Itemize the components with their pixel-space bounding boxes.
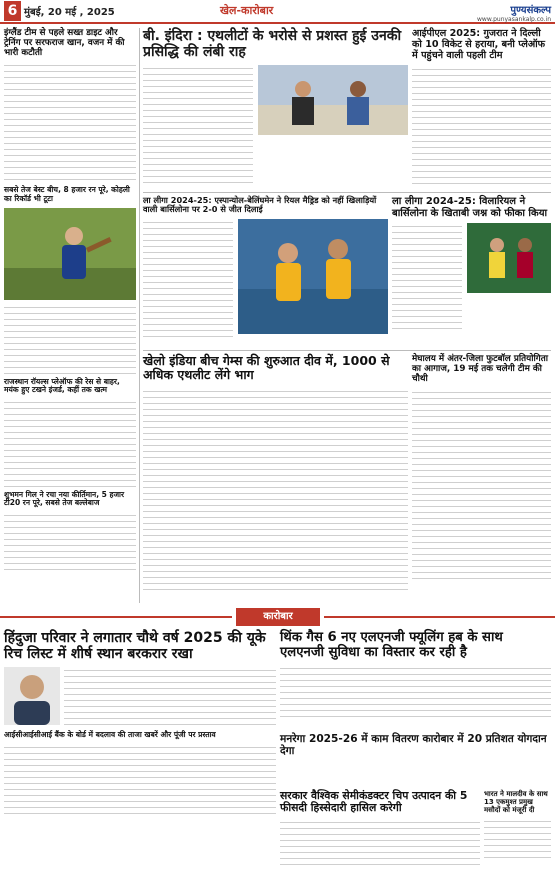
article-body bbox=[392, 223, 462, 329]
hockey-photo bbox=[238, 219, 388, 334]
barcelona-photo bbox=[467, 223, 551, 293]
article-mgnrega bbox=[280, 733, 551, 788]
article-body bbox=[4, 304, 136, 374]
article-headline: बी. इंदिरा : एथलीटों के भरोसे से प्रशस्त हुई उनकी प्रसिद्धि की लंबी राह bbox=[143, 28, 402, 61]
article-body bbox=[4, 62, 136, 182]
article-subhead: शुभमन गिल ने रचा नया कीर्तिमान, 5 हजार टी20 रन पूरे, सबसे तेज बल्लेबाज bbox=[4, 489, 125, 508]
article-headline: सरकार वैश्विक सेमीकंडक्टर चिप उत्पादन की 5 फीसदी हिस्सेदारी हासिल करेगी bbox=[280, 789, 468, 815]
band-rule-left bbox=[0, 616, 232, 618]
article-body bbox=[143, 65, 253, 183]
hinduja-portrait bbox=[4, 667, 60, 725]
article-headline: इंग्लैंड टीम से पहले सख्त डाइट और ट्रेनिंग पर सरफराज खान, वजन में की भारी कटौती bbox=[4, 28, 125, 59]
article-headline: आईपीएल 2025: गुजरात ने दिल्ली को 10 विकेट से हराया, बनी प्लेऑफ में पहुंचने वाली पहली टीम bbox=[412, 28, 546, 62]
article-body bbox=[484, 818, 551, 862]
band-rule-right bbox=[324, 616, 555, 618]
article-headline: मनरेगा 2025-26 में काम वितरण कारोबार में 20 प्रतिशत योगदान देगा bbox=[280, 733, 547, 758]
article-body bbox=[4, 744, 276, 814]
article-semicon bbox=[280, 790, 480, 878]
article-lng bbox=[280, 630, 551, 730]
article-headline: ला लीगा 2024-25: एस्पान्योल-बेलिंघमेन ने रियल मैड्रिड को नहीं खिलाड़ियों वाली बार्सिलोना पर 2-0 से जीत दिलाई bbox=[143, 195, 377, 215]
brand-logo bbox=[477, 2, 551, 23]
brand-name: पुण्यसंकल्प bbox=[510, 5, 551, 16]
article-ipl-gt bbox=[412, 28, 551, 188]
article-headline: थिंक गैस 6 नए एलएनजी फ्यूलिंग हब के साथ एलएनजी सुविधा का विस्तार कर रही है bbox=[280, 630, 503, 661]
article-body bbox=[4, 512, 136, 572]
article-body bbox=[412, 389, 551, 579]
article-subhead: आईसीआईसीआई बैंक के बोर्ड में बदलाव की ताजा खबरें और पूंजी पर प्रस्ताव bbox=[4, 730, 216, 740]
article-headline: ला लीगा 2024-25: विलारियल ने बार्सिलोना के खिताबी जश्न को फीका किया bbox=[392, 196, 548, 219]
article-body bbox=[64, 667, 276, 725]
article-athletes bbox=[143, 28, 408, 188]
article-body bbox=[4, 399, 136, 487]
article-body bbox=[143, 388, 408, 593]
article-subhead: सबसे तेज बेस्ट बीच, 8 हजार रन पूरे, कोहली का रिकॉर्ड भी टूटा bbox=[4, 185, 130, 203]
article-headline: मेघालय में अंतर-जिला फुटबॉल प्रतियोगिता का आगाज, 19 मई तक चलेगी टीम की चौथी bbox=[412, 354, 549, 385]
article-body bbox=[143, 219, 233, 339]
page-number: 6 bbox=[4, 1, 21, 21]
section-band-label: कारोबार bbox=[236, 608, 320, 626]
section-divider bbox=[143, 192, 551, 193]
brand-url: www.punyasankalp.co.in bbox=[477, 16, 551, 23]
article-bharat bbox=[484, 790, 551, 878]
article-hockey bbox=[143, 196, 388, 346]
dateline: मुंबई, 20 मई , 2025 bbox=[24, 7, 115, 18]
article-body bbox=[412, 66, 551, 186]
section-title: खेल-कारोबार bbox=[220, 4, 274, 17]
article-meghalaya bbox=[412, 354, 551, 604]
article-subhead: राजस्थान रॉयल्स प्लेऑफ की रेस से बाहर, मयंक हुए टखने इंजर्ड, कहीं तक खत्म bbox=[4, 376, 120, 395]
article-headline: भारत ने मालदीव के साथ 13 एकमुश्त प्रमुख मसौदों को मंजूरी दी bbox=[484, 790, 548, 815]
masthead bbox=[0, 0, 555, 24]
article-barcelona bbox=[392, 196, 551, 346]
article-body bbox=[280, 819, 480, 865]
column-divider bbox=[139, 28, 140, 603]
article-doping bbox=[4, 28, 136, 603]
article-body bbox=[280, 665, 551, 717]
article-khelo bbox=[143, 354, 408, 604]
player-photo bbox=[4, 208, 136, 300]
athletes-photo bbox=[258, 65, 408, 135]
article-headline: हिंदुजा परिवार ने लगातार चौथे वर्ष 2025 की यूके रिच लिस्ट में शीर्ष स्थान बरकरार रखा bbox=[4, 630, 266, 663]
section-divider bbox=[143, 350, 551, 351]
article-headline: खेलो इंडिया बीच गेम्स की शुरुआत दीव में, 1000 से अधिक एथलीट लेंगे भाग bbox=[143, 353, 390, 383]
article-hinduja bbox=[4, 630, 276, 878]
